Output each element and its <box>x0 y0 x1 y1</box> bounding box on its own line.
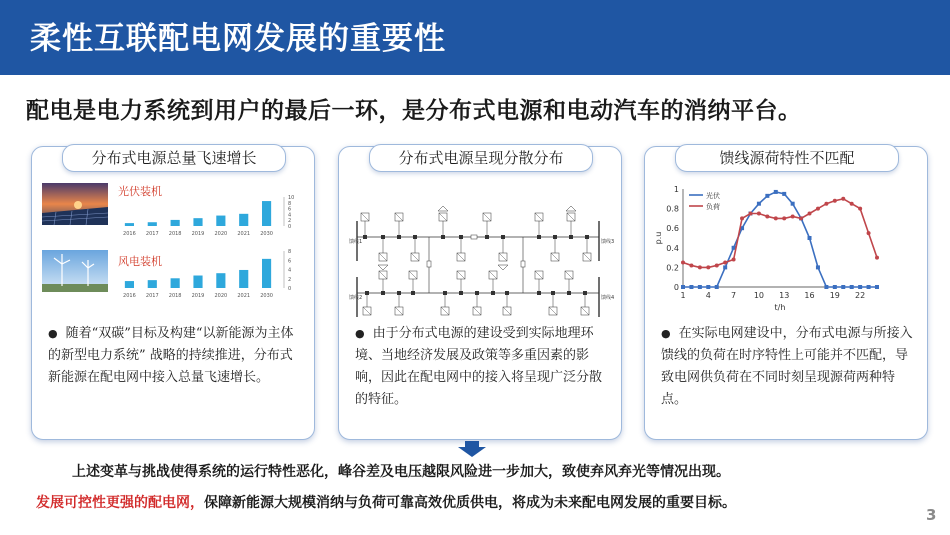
x-tick-label: 4 <box>705 291 711 300</box>
data-point <box>808 212 812 216</box>
y-tick-label: 4 <box>288 267 292 274</box>
data-point <box>774 216 778 220</box>
bar-year-label: 2018 <box>168 293 182 299</box>
panel-growth <box>31 146 315 440</box>
data-point <box>748 212 752 216</box>
bar-year-label: 2020 <box>214 231 228 237</box>
bullet-icon: ● <box>355 327 365 340</box>
x-tick-label: 7 <box>731 291 737 300</box>
data-point <box>757 202 761 206</box>
x-tick-label: 19 <box>829 291 840 300</box>
data-point <box>833 285 837 289</box>
data-point <box>782 192 786 196</box>
summary-rest: 保障新能源大规模消纳与负荷可靠高效优质供电，将成为未来配电网发展的重要目标。 <box>204 495 736 511</box>
data-point <box>858 207 862 211</box>
wind-turbine-photo <box>42 250 108 292</box>
data-point <box>706 285 710 289</box>
y-tick-label: 2 <box>288 276 292 283</box>
data-point <box>850 285 854 289</box>
title-divider <box>0 75 950 78</box>
wind-capacity-chart <box>112 247 302 299</box>
data-point <box>723 261 727 265</box>
summary-highlight: 发展可控性更强的配电网， <box>36 495 204 511</box>
legend-label: 负荷 <box>706 203 720 211</box>
bar-year-label: 2021 <box>237 231 251 237</box>
y-tick-label: 0 <box>288 224 292 230</box>
y-tick-label: 0 <box>673 283 679 292</box>
panel-mismatch-text: ● 在实际电网建设中，分布式电源与所接入馈线的负荷在时序特性上可能并不匹配，导致电网供负荷在不同时刻呈现源荷两种特点。 <box>661 326 913 407</box>
bar-2016 <box>125 223 134 226</box>
bar-year-label: 2030 <box>260 293 273 299</box>
data-point <box>850 202 854 206</box>
y-tick-label: 4 <box>288 212 292 219</box>
page-title: 柔性互联配电网发展的重要性 <box>30 21 446 57</box>
pv-capacity-label: 光伏装机 <box>118 185 162 198</box>
data-point <box>715 285 719 289</box>
data-point <box>774 190 778 194</box>
x-axis-label: t/h <box>774 303 786 312</box>
data-point <box>791 202 795 206</box>
data-point <box>757 212 761 216</box>
x-tick-label: 13 <box>779 291 790 300</box>
y-tick-label: 2 <box>288 218 292 225</box>
bar-2016 <box>125 281 134 288</box>
y-tick-label: 0.8 <box>666 204 679 214</box>
bullet-icon: ● <box>48 327 58 340</box>
bar-2020 <box>216 216 225 226</box>
data-point <box>765 214 769 218</box>
summary-line-2 <box>36 492 926 512</box>
bar-2021 <box>239 270 248 288</box>
data-point <box>681 261 685 265</box>
bar-year-label: 2030 <box>260 231 273 237</box>
bar-2021 <box>239 214 248 226</box>
legend-label: 光伏 <box>706 192 720 200</box>
data-point <box>689 285 693 289</box>
summary-line-1: 上述变革与挑战使得系统的运行特性恶化，峰谷差及电压越限风险进一步加大，致使弃风弃光等情况出现。 <box>72 464 730 480</box>
data-point <box>841 285 845 289</box>
bar-year-label: 2021 <box>237 293 251 299</box>
data-point <box>723 265 727 269</box>
feeder-label-2: 馈线2 <box>349 295 363 301</box>
data-point <box>875 256 879 260</box>
headline-text: 配电是电力系统到用户的最后一环，是分布式电源和电动汽车的消纳平台。 <box>26 98 802 124</box>
down-arrow-icon <box>458 441 486 457</box>
y-tick-label: 6 <box>288 258 292 265</box>
bar-year-label: 2016 <box>123 231 136 237</box>
page-number: 3 <box>926 506 937 524</box>
data-point <box>765 194 769 198</box>
data-point <box>791 214 795 218</box>
data-point <box>799 216 803 220</box>
y-tick-label: 0.6 <box>666 224 679 234</box>
data-point <box>782 216 786 220</box>
bar-2030 <box>262 201 271 226</box>
pv-capacity-chart <box>112 193 302 237</box>
bar-year-label: 2020 <box>214 293 228 299</box>
bar-2019 <box>193 276 202 288</box>
data-point <box>698 285 702 289</box>
bar-year-label: 2019 <box>191 293 205 299</box>
data-point <box>689 263 693 267</box>
bar-2017 <box>148 280 157 288</box>
data-point <box>833 199 837 203</box>
data-point <box>740 216 744 220</box>
bar-year-label: 2017 <box>145 293 159 299</box>
x-tick-label: 10 <box>753 291 765 300</box>
y-tick-label: 8 <box>288 249 292 255</box>
bar-year-label: 2017 <box>145 231 159 237</box>
data-point <box>816 265 820 269</box>
bar-year-label: 2018 <box>168 231 182 237</box>
y-tick-label: 1 <box>673 185 679 194</box>
panel-mismatch <box>644 146 928 440</box>
bar-year-label: 2019 <box>191 231 205 237</box>
panel-distribution-text: ● 由于分布式电源的建设受到实际地理环境、当地经济发展及政策等多重因素的影响，因此在配电网中的接入将呈现广泛分散的特征。 <box>355 326 603 407</box>
data-point <box>824 285 828 289</box>
data-point <box>824 202 828 206</box>
solar-panel-photo <box>42 183 108 225</box>
data-point <box>681 285 685 289</box>
y-axis-label: p.u <box>654 231 663 245</box>
y-tick-label: 10 <box>288 195 295 201</box>
data-point <box>867 231 871 235</box>
x-tick-label: 22 <box>855 291 866 300</box>
data-point <box>816 207 820 211</box>
data-point <box>706 265 710 269</box>
data-point <box>698 265 702 269</box>
bar-2019 <box>193 218 202 226</box>
data-point <box>841 197 845 201</box>
feeder-label-1: 馈线1 <box>349 239 363 245</box>
data-point <box>715 263 719 267</box>
y-tick-label: 0.2 <box>666 263 679 273</box>
bar-2017 <box>148 222 157 226</box>
x-tick-label: 1 <box>680 291 686 300</box>
bar-2020 <box>216 273 225 288</box>
panel-mismatch-title: 馈线源荷特性不匹配 <box>675 144 899 172</box>
bar-2030 <box>262 259 271 288</box>
wind-capacity-label: 风电装机 <box>118 255 162 268</box>
y-tick-label: 0 <box>288 286 292 292</box>
panel-growth-text: ● 随着“双碳”目标及构建“以新能源为主体的新型电力系统” 战略的持续推进，分布式新能源在配电网中接入总量飞速增长。 <box>48 326 294 385</box>
title-bar <box>0 0 950 75</box>
panel-distribution <box>338 146 622 440</box>
x-tick-label: 16 <box>804 291 815 300</box>
feeder-label-3: 馈线3 <box>601 239 615 245</box>
source-load-line-chart <box>651 181 921 319</box>
feeder-label-4: 馈线4 <box>601 295 615 301</box>
panel-growth-title: 分布式电源总量飞速增长 <box>62 144 286 172</box>
panel-distribution-title: 分布式电源呈现分散分布 <box>369 144 593 172</box>
distribution-network-diagram <box>343 181 617 321</box>
data-point <box>858 285 862 289</box>
y-tick-label: 6 <box>288 206 292 213</box>
data-point <box>867 285 871 289</box>
bar-year-label: 2016 <box>123 293 136 299</box>
bullet-icon: ● <box>661 327 671 340</box>
data-point <box>875 285 879 289</box>
bar-2018 <box>171 220 180 226</box>
y-tick-label: 8 <box>288 200 292 207</box>
y-tick-label: 0.4 <box>666 243 679 253</box>
data-point <box>732 258 736 262</box>
data-point <box>808 236 812 240</box>
bar-2018 <box>171 278 180 288</box>
